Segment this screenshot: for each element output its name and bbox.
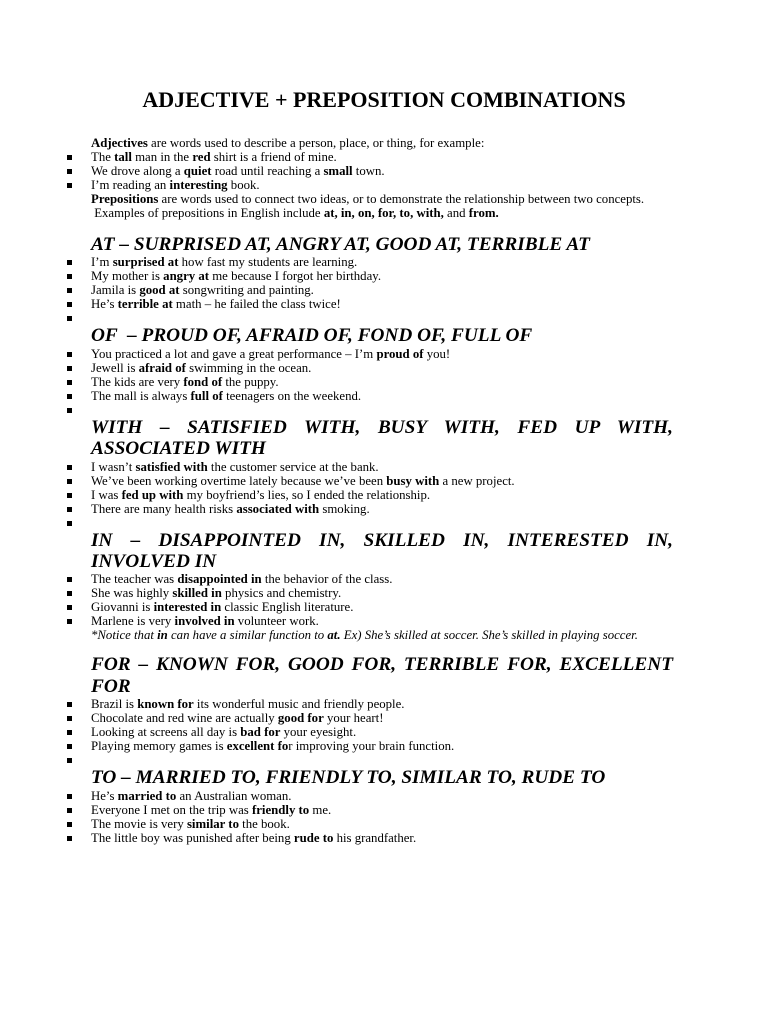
example-sentence	[91, 586, 768, 600]
text-run: songwriting and painting.	[179, 283, 314, 298]
section-at	[0, 234, 768, 325]
text-run: math – he failed the class twice!	[172, 297, 341, 312]
emphasized-phrase: skilled in	[172, 586, 222, 601]
example-sentence	[91, 389, 768, 403]
section-heading: OF – PROUD OF, AFRAID OF, FOND OF, FULL OF	[91, 325, 533, 347]
section-heading: IN – DISAPPOINTED IN, SKILLED IN, INTERESTED IN, INVOLVED IN	[91, 529, 678, 573]
empty-bullet-item	[91, 403, 768, 417]
text-run: me because I forgot her birthday.	[209, 269, 382, 284]
section-with	[0, 417, 768, 530]
text-run: I was	[91, 487, 122, 502]
emphasized-phrase: proud of	[376, 346, 424, 361]
square-bullet-icon	[67, 260, 72, 265]
emphasized-phrase: full of	[190, 388, 223, 403]
example-sentence	[91, 789, 768, 803]
example-sentence	[91, 297, 768, 311]
text-run: Jamila is	[91, 283, 140, 298]
example-sentence	[91, 164, 768, 178]
section-heading: FOR – KNOWN FOR, GOOD FOR, TERRIBLE FOR, EXCELLENT FOR	[91, 654, 678, 697]
emphasized-phrase: tall	[114, 150, 132, 164]
section-in	[0, 530, 768, 643]
text-run: He’s	[91, 297, 118, 312]
text-run: are words used to connect two ideas, or to demonstrate the relationship between two concepts.	[158, 192, 645, 206]
text-run: your heart!	[323, 711, 384, 726]
emphasized-phrase: excellent fo	[226, 739, 289, 754]
text-run: the customer service at the bank.	[207, 459, 379, 474]
section-for	[0, 654, 768, 767]
adjective-example-list	[0, 150, 768, 192]
example-sentence	[91, 178, 768, 192]
square-bullet-icon	[67, 366, 72, 371]
text-run: You practiced a lot and gave a great performance – I’m	[91, 346, 377, 361]
emphasized-phrase: angry at	[163, 269, 210, 284]
square-bullet-icon	[67, 619, 72, 624]
emphasized-phrase: interested in	[153, 600, 222, 615]
square-bullet-icon	[67, 794, 72, 799]
text-run: Examples of prepositions in English include	[91, 206, 324, 220]
text-run: are words used to describe a person, place, or thing, for example:	[147, 136, 485, 150]
square-bullet-icon	[67, 183, 72, 188]
text-run: r improving your brain function.	[288, 739, 455, 754]
text-run: smoking.	[319, 501, 370, 516]
emphasized-phrase: quiet	[183, 164, 212, 178]
text-run: She was highly	[91, 586, 173, 601]
section-heading: TO – MARRIED TO, FRIENDLY TO, SIMILAR TO, RUDE TO	[91, 767, 606, 789]
example-sentence	[91, 347, 768, 361]
square-bullet-icon	[67, 702, 72, 707]
text-run: We drove along a	[91, 164, 184, 178]
emphasized-phrase: friendly to	[251, 802, 310, 817]
square-bullet-icon	[67, 274, 72, 279]
text-run: how fast my students are learning.	[178, 255, 358, 270]
square-bullet-icon	[67, 316, 72, 321]
example-sentence	[91, 269, 768, 283]
text-run: Ex) She’s skilled at soccer. She’s skilled in playing soccer.	[340, 628, 638, 643]
example-sentence	[91, 460, 768, 474]
text-run: Chocolate and red wine are actually	[91, 711, 278, 726]
example-list	[0, 255, 768, 325]
emphasized-phrase: involved in	[174, 614, 235, 629]
emphasized-phrase: married to	[117, 788, 177, 803]
text-run: a new project.	[439, 473, 515, 488]
example-sentence	[91, 474, 768, 488]
emphasized-phrase: rude to	[293, 830, 334, 845]
text-run: classic English literature.	[221, 600, 354, 615]
text-run: the behavior of the class.	[261, 572, 393, 587]
emphasized-phrase: terrible at	[117, 297, 173, 312]
text-run: I’m	[91, 255, 113, 270]
example-list	[0, 697, 768, 767]
text-run: Brazil is	[91, 697, 138, 712]
text-run: Everyone I met on the trip was	[91, 802, 252, 817]
example-list	[0, 460, 768, 530]
text-run: me.	[309, 802, 332, 817]
text-run: The mall is always	[91, 388, 191, 403]
example-list	[0, 572, 768, 628]
text-run: shirt is a friend of mine.	[210, 150, 337, 164]
emphasized-phrase: at.	[327, 628, 341, 643]
example-sentence	[91, 150, 768, 164]
square-bullet-icon	[67, 577, 72, 582]
text-run: road until reaching a	[211, 164, 324, 178]
emphasized-phrase: surprised at	[112, 255, 179, 270]
example-sentence	[91, 803, 768, 817]
text-run: Jewell is	[91, 360, 139, 375]
text-run: you!	[423, 346, 451, 361]
usage-note	[91, 628, 768, 642]
square-bullet-icon	[67, 808, 72, 813]
example-sentence	[91, 375, 768, 389]
emphasized-phrase: known for	[137, 697, 194, 712]
square-bullet-icon	[67, 394, 72, 399]
emphasized-phrase: associated with	[236, 501, 320, 516]
empty-bullet-item	[91, 311, 768, 325]
emphasized-phrase: in	[157, 628, 168, 643]
example-sentence	[91, 600, 768, 614]
section-of	[0, 325, 768, 416]
emphasized-phrase: satisfied with	[135, 459, 208, 474]
text-run: the puppy.	[222, 374, 279, 389]
text-run: can have a similar function to	[167, 628, 328, 643]
emphasized-phrase: Adjectives	[91, 136, 148, 150]
section-heading: WITH – SATISFIED WITH, BUSY WITH, FED UP WITH, ASSOCIATED WITH	[91, 416, 678, 460]
emphasized-phrase: good for	[277, 711, 324, 726]
emphasized-phrase: good at	[139, 283, 180, 298]
text-run: my boyfriend’s lies, so I ended the relationship.	[183, 487, 431, 502]
text-run: Giovanni is	[91, 600, 154, 615]
square-bullet-icon	[67, 169, 72, 174]
square-bullet-icon	[67, 521, 72, 526]
emphasized-phrase: red	[192, 150, 211, 164]
text-run: The kids are very	[91, 374, 184, 389]
square-bullet-icon	[67, 836, 72, 841]
text-run: its wonderful music and friendly people.	[193, 697, 405, 712]
emphasized-phrase: small	[323, 164, 353, 178]
text-run: Marlene is very	[91, 614, 175, 629]
example-sentence	[91, 817, 768, 831]
example-sentence	[91, 361, 768, 375]
page-title: ADJECTIVE + PREPOSITION COMBINATIONS	[142, 87, 626, 112]
text-run: *Notice that	[91, 628, 158, 643]
prepositions-definition	[91, 192, 768, 206]
square-bullet-icon	[67, 380, 72, 385]
text-run: We’ve been working overtime lately because we’ve been	[91, 473, 387, 488]
square-bullet-icon	[67, 408, 72, 413]
square-bullet-icon	[67, 822, 72, 827]
emphasized-phrase: at, in, on, for, to, with,	[323, 206, 444, 220]
text-run: Looking at screens all day is	[91, 725, 241, 740]
empty-bullet-item	[91, 516, 768, 530]
square-bullet-icon	[67, 716, 72, 721]
example-sentence	[91, 283, 768, 297]
text-run: swimming in the ocean.	[185, 360, 312, 375]
square-bullet-icon	[67, 302, 72, 307]
square-bullet-icon	[67, 155, 72, 160]
text-run: I wasn’t	[91, 459, 136, 474]
text-run: the book.	[238, 816, 290, 831]
square-bullet-icon	[67, 758, 72, 763]
text-run: and	[443, 206, 469, 220]
emphasized-phrase: Prepositions	[91, 192, 159, 206]
square-bullet-icon	[67, 605, 72, 610]
section-to	[0, 767, 768, 844]
emphasized-phrase: disappointed in	[177, 572, 262, 587]
square-bullet-icon	[67, 465, 72, 470]
text-run: Playing memory games is	[91, 739, 227, 754]
intro-block	[0, 136, 768, 220]
example-sentence	[91, 697, 768, 711]
text-run: teenagers on the weekend.	[222, 388, 362, 403]
example-sentence	[91, 255, 768, 269]
text-run: volunteer work.	[234, 614, 319, 629]
empty-bullet-item	[91, 753, 768, 767]
example-sentence	[91, 739, 768, 753]
text-run: I’m reading an	[91, 178, 170, 192]
square-bullet-icon	[67, 744, 72, 749]
example-list	[0, 789, 768, 845]
emphasized-phrase: busy with	[386, 473, 440, 488]
text-run: your eyesight.	[280, 725, 357, 740]
square-bullet-icon	[67, 479, 72, 484]
text-run: an Australian woman.	[176, 788, 292, 803]
text-run: book.	[227, 178, 260, 192]
text-run: town.	[352, 164, 385, 178]
example-sentence	[91, 831, 768, 845]
emphasized-phrase: from.	[468, 206, 499, 220]
text-run: man in the	[131, 150, 193, 164]
example-sentence	[91, 572, 768, 586]
text-run: physics and chemistry.	[221, 586, 342, 601]
example-sentence	[91, 488, 768, 502]
example-list	[0, 347, 768, 417]
square-bullet-icon	[67, 493, 72, 498]
emphasized-phrase: similar to	[186, 816, 239, 831]
square-bullet-icon	[67, 352, 72, 357]
text-run: The movie is very	[91, 816, 187, 831]
emphasized-phrase: fond of	[183, 374, 223, 389]
emphasized-phrase: afraid of	[138, 360, 186, 375]
text-run: There are many health risks	[91, 501, 237, 516]
emphasized-phrase: interesting	[169, 178, 228, 192]
emphasized-phrase: bad for	[240, 725, 281, 740]
text-run: The	[91, 150, 115, 164]
text-run: My mother is	[91, 269, 164, 284]
sections-container	[0, 234, 768, 845]
example-sentence	[91, 502, 768, 516]
prepositions-examples	[91, 206, 768, 220]
emphasized-phrase: fed up with	[121, 487, 184, 502]
example-sentence	[91, 725, 768, 739]
section-heading: AT – SURPRISED AT, ANGRY AT, GOOD AT, TERRIBLE AT	[91, 234, 590, 255]
square-bullet-icon	[67, 591, 72, 596]
text-run: He’s	[91, 788, 118, 803]
adjectives-definition	[91, 136, 768, 150]
example-sentence	[91, 614, 768, 628]
square-bullet-icon	[67, 507, 72, 512]
text-run: The teacher was	[91, 572, 178, 587]
example-sentence	[91, 711, 768, 725]
text-run: his grandfather.	[333, 830, 417, 845]
square-bullet-icon	[67, 730, 72, 735]
square-bullet-icon	[67, 288, 72, 293]
text-run: The little boy was punished after being	[91, 830, 294, 845]
